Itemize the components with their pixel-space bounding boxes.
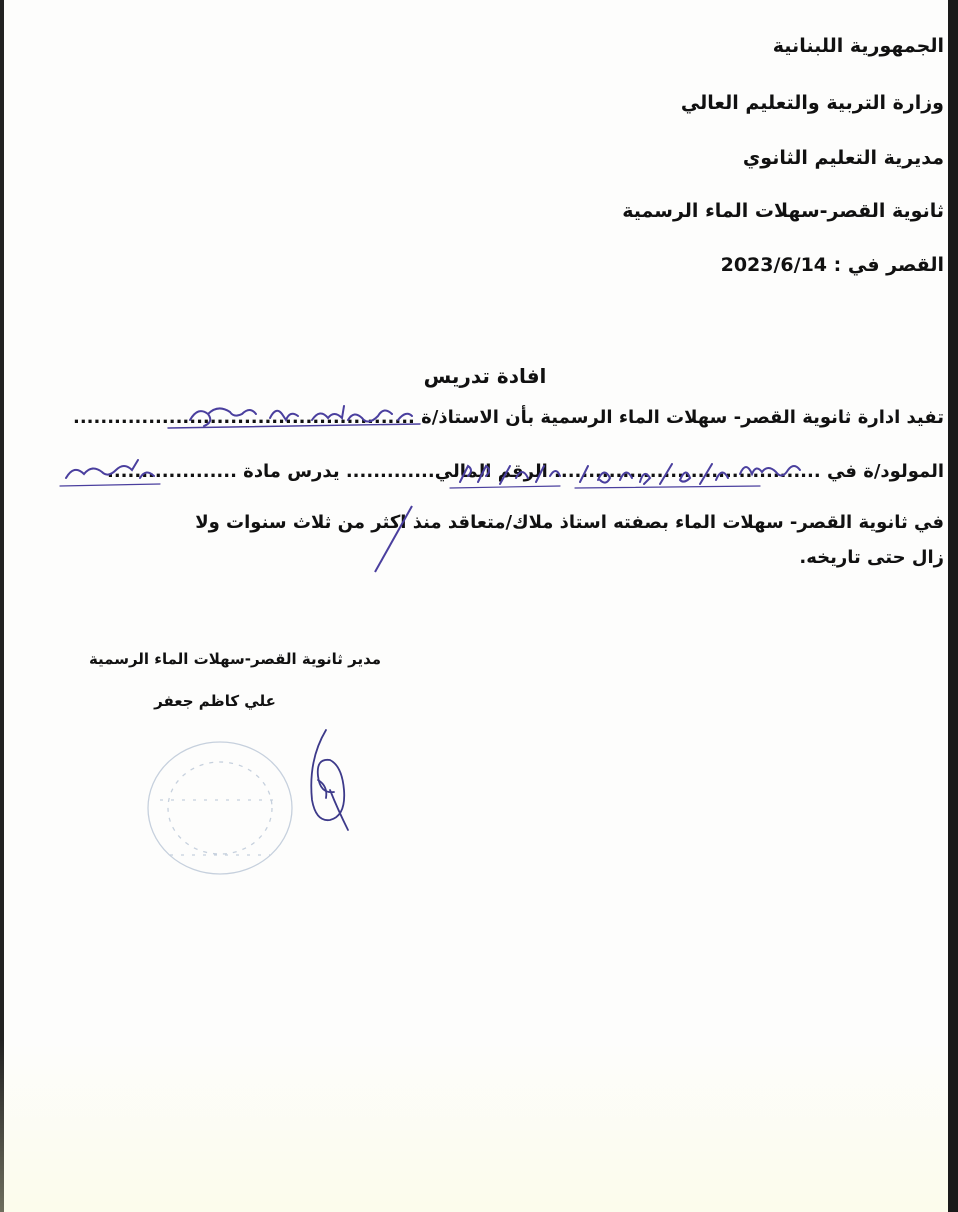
header-school: ثانوية القصر-سهلات الماء الرسمية [622,200,944,222]
body-line-status: في ثانوية القصر- سهلات الماء بصفته استاذ ملاك/متعاقد منذ اكثر من ثلاث سنوات ولا [195,512,944,533]
header-republic: الجمهورية اللبنانية [772,35,944,57]
body-line-until: زال حتى تاريخه. [799,547,944,568]
body-line-teacher: تفيد ادارة ثانوية القصر- سهلات الماء الرسمية بأن الاستاذ/ة .................................................. [73,407,944,428]
header-directorate: مديرية التعليم الثانوي [742,147,944,169]
document-title: افادة تدريس [423,364,547,388]
scan-edge-right [948,0,958,1212]
header-date: القصر في : 2023/6/14 [720,254,944,276]
scan-edge-left [0,0,4,1212]
school-stamp [148,742,292,874]
director-role: مدير ثانوية القصر-سهلات الماء الرسمية [88,650,382,668]
header-ministry: وزارة التربية والتعليم العالي [680,92,944,114]
body-line-birth: المولود/ة في ....................................... الرقم المالي............. يدرس مادة ................... [107,461,944,482]
director-signature [311,730,348,830]
director-name: علي كاظم جعفر [154,692,276,710]
paper-tint [0,1040,948,1212]
